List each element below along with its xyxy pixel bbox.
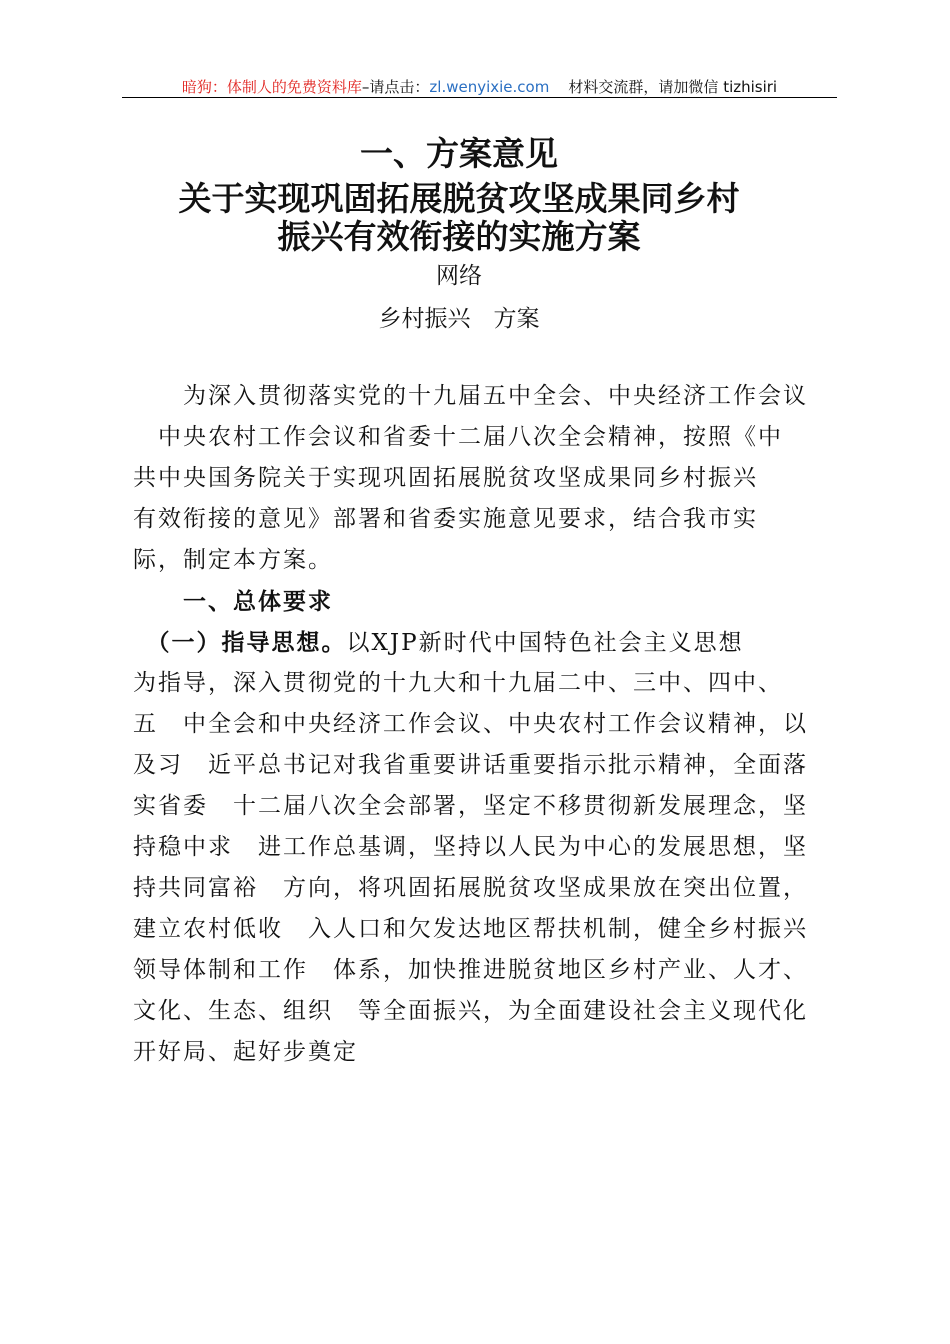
site-name: 暗狗：体制人的免费资料库 — [181, 78, 362, 96]
text-line: 为指导，深入贯彻党的十九大和十九届二中、三中、四中、 — [133, 670, 783, 696]
title-line: 振兴有效衔接的实施方案 — [277, 217, 641, 256]
sub-heading: （一）指导思想。 — [133, 629, 347, 656]
page-header — [122, 76, 837, 97]
keywords: 乡村振兴 方案 — [378, 306, 540, 332]
text-line: 五 中全会和中央经济工作会议、中央农村工作会议精神，以 — [133, 711, 808, 737]
document-title — [0, 180, 918, 256]
text-line: 建立农村低收 入人口和欠发达地区帮扶机制，健全乡村振兴 — [133, 916, 808, 942]
text-line: 领导体制和工作 体系，加快推进脱贫地区乡村产业、人才、 — [133, 957, 808, 983]
text-line: 及习 近平总书记对我省重要讲话重要指示批示精神，全面落 — [133, 752, 808, 778]
text-line: 文化、生态、组织 等全面振兴，为全面建设社会主义现代化 — [133, 998, 808, 1024]
text-line: 实省委 十二届八次全会部署，坚定不移贯彻新发展理念，坚 — [133, 793, 808, 819]
site-link[interactable]: zl.wenyixie.com — [429, 78, 550, 96]
text-line: 开好局、起好步奠定 — [133, 1039, 358, 1065]
text-line: 为深入贯彻落实党的十九届五中全会、中央经济工作会议 — [133, 383, 808, 409]
header-divider — [122, 97, 837, 98]
text-line: 持共同富裕 方向，将巩固拓展脱贫攻坚成果放在突出位置， — [133, 875, 808, 901]
text-line: 共中央国务院关于实现巩固拓展脱贫攻坚成果同乡村振兴 — [133, 465, 758, 491]
author: 网络 — [436, 263, 482, 289]
contact-info: 材料交流群，请加微信 tizhisiri — [568, 78, 778, 96]
heading-general-requirements: 一、总体要求 — [133, 588, 333, 615]
title-line: 关于实现巩固拓展脱贫攻坚成果同乡村 — [178, 179, 740, 218]
text-line: 有效衔接的意见》部署和省委实施意见要求，结合我市实 — [133, 506, 758, 532]
intro-paragraph — [133, 376, 808, 1073]
text-line: 中央农村工作会议和省委十二届八次全会精神，按照《中 — [133, 424, 783, 450]
text-line: 持稳中求 进工作总基调，坚持以人民为中心的发展思想，坚 — [133, 834, 808, 860]
click-prompt: –请点击： — [361, 78, 430, 96]
section-title: 一、方案意见 — [360, 134, 558, 173]
text-line: 以XJP新时代中国特色社会主义思想 — [346, 630, 744, 656]
text-line: 际，制定本方案。 — [133, 547, 333, 573]
